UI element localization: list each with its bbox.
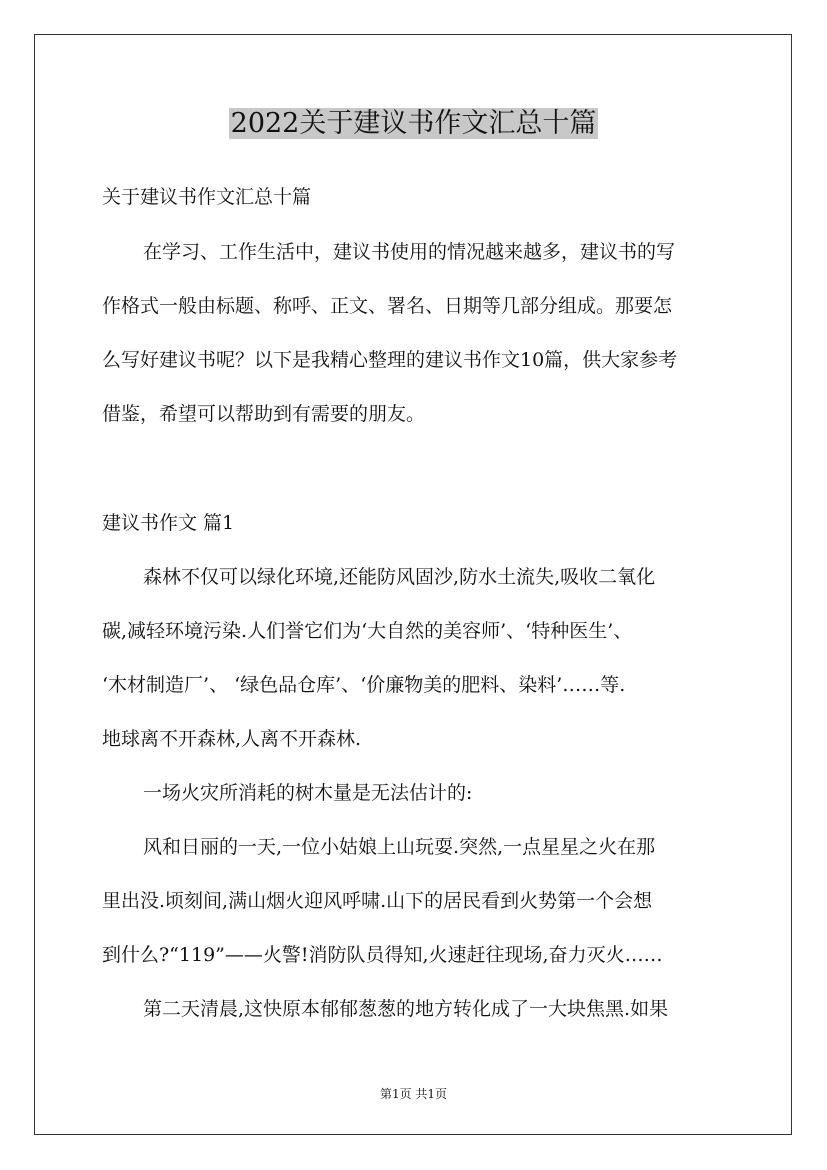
body-line: 地球离不开森林,人离不开森林. — [102, 728, 362, 750]
intro-line: 么写好建议书呢？以下是我精心整理的建议书作文10篇，供大家参考 — [102, 349, 678, 371]
body-line: ‘木材制造厂’、 ‘绿色品仓库’、‘价廉物美的肥料、染料’……等. — [102, 674, 626, 696]
section-heading: 建议书作文 篇1 — [102, 512, 235, 534]
body-line: 风和日丽的一天,一位小姑娘上山玩耍.突然,一点星星之火在那 — [143, 836, 656, 858]
document-subtitle: 关于建议书作文汇总十篇 — [102, 186, 312, 208]
body-line: 第二天清晨,这快原本郁郁葱葱的地方转化成了一大块焦黑.如果 — [143, 998, 669, 1020]
body-line: 到什么?“119”——火警!消防队员得知,火速赶往现场,奋力灭火…… — [102, 944, 663, 966]
body-line: 森林不仅可以绿化环境,还能防风固沙,防水土流失,吸收二氧化 — [143, 566, 656, 588]
document-title — [0, 101, 827, 140]
intro-line: 借鉴，希望可以帮助到有需要的朋友。 — [102, 403, 426, 425]
body-line: 碳,减轻环境污染.人们誉它们为‘大自然的美容师’、‘特种医生’、 — [102, 620, 633, 642]
document-title-text: 2022关于建议书作文汇总十篇 — [230, 108, 597, 139]
intro-line: 在学习、工作生活中，建议书使用的情况越来越多，建议书的写 — [143, 241, 676, 263]
body-line: 一场火灾所消耗的树木量是无法估计的: — [143, 782, 473, 804]
intro-line: 作格式一般由标题、称呼、正文、署名、日期等几部分组成。那要怎 — [102, 295, 673, 317]
body-line: 里出没.顷刻间,满山烟火迎风呼啸.山下的居民看到火势第一个会想 — [102, 890, 653, 912]
page-footer: 第1页 共1页 — [379, 1087, 448, 1101]
